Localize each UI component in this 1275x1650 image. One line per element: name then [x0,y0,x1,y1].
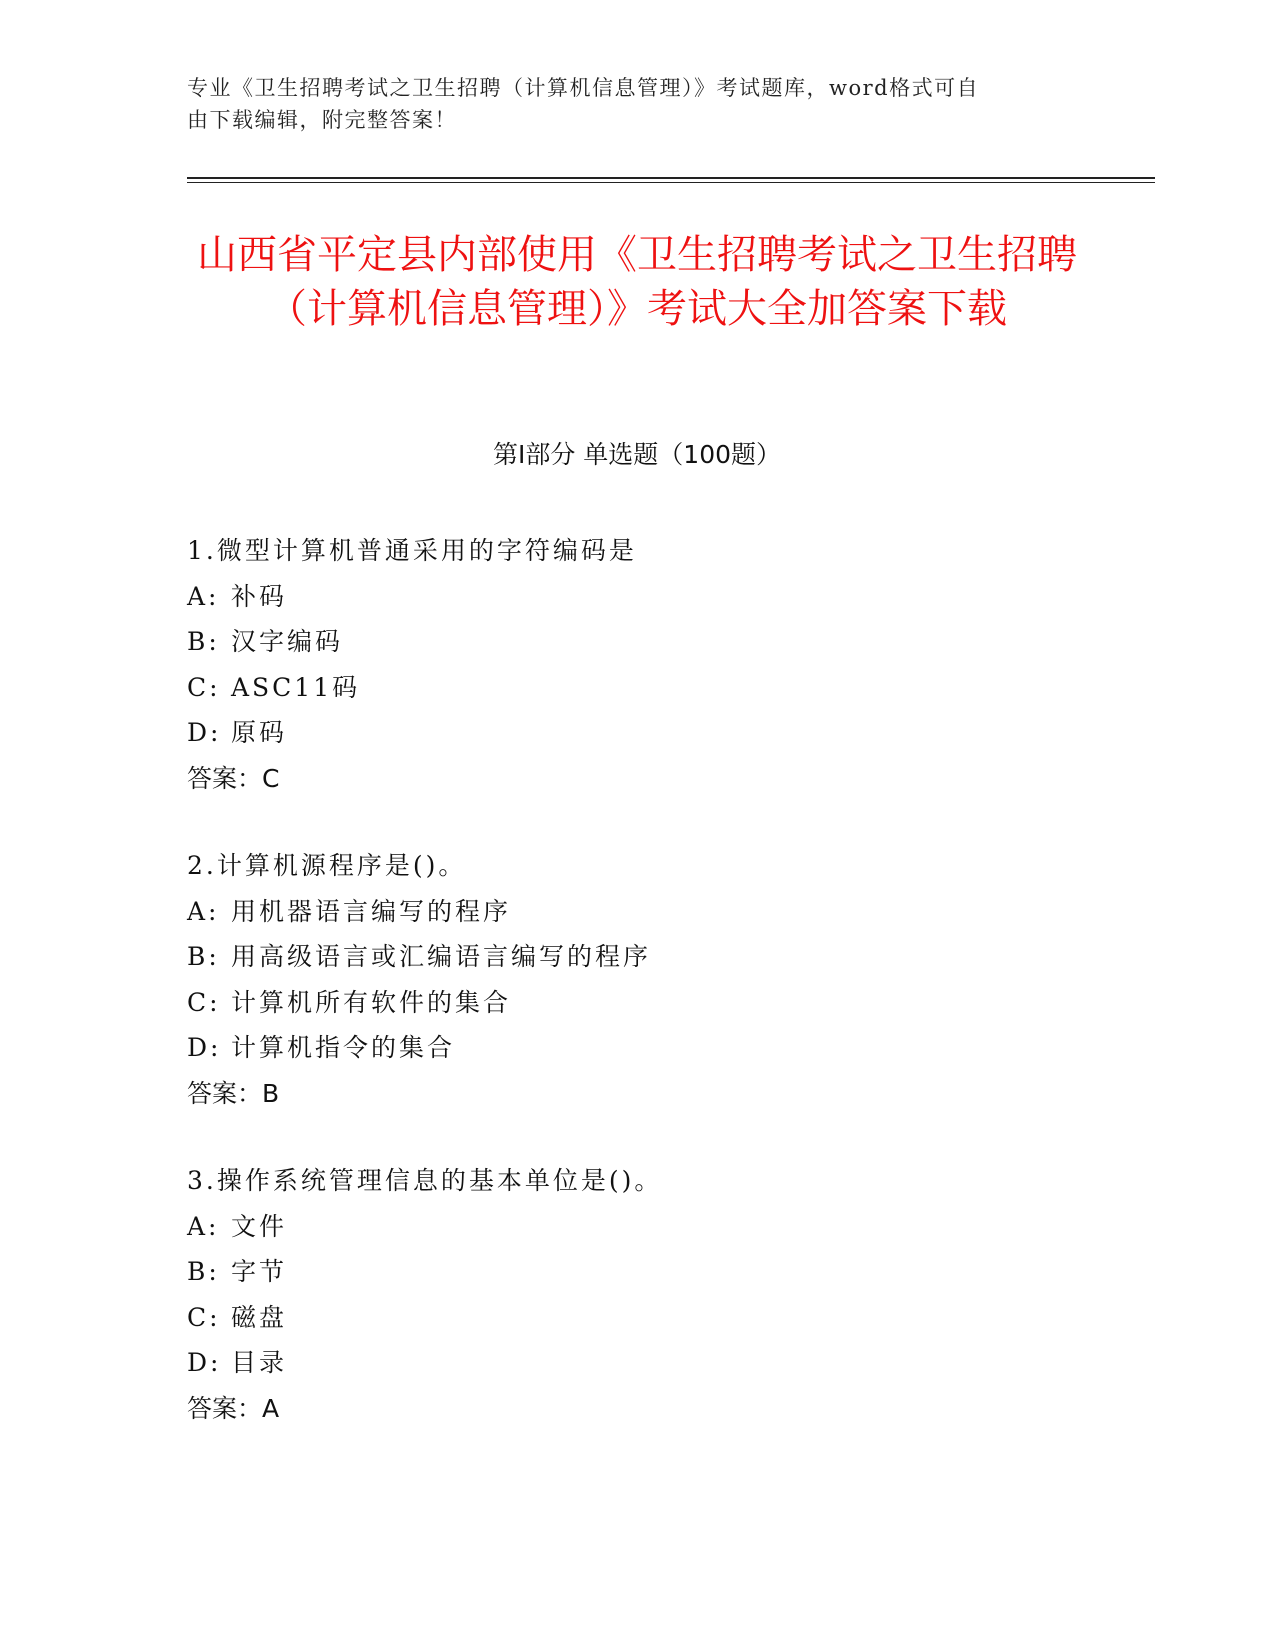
option-letter: C: [187,1302,221,1332]
question-item [187,528,1087,801]
option-b [187,1249,1087,1295]
question-stem: 1.微型计算机普通采用的字符编码是 [187,536,637,565]
header-note-line-2: 由下载编辑，附完整答案！ [187,108,457,132]
header-rule-thick [187,177,1155,179]
option-text: 字节 [231,1257,288,1286]
document-title: 山西省平定县内部使用《卫生招聘考试之卫生招聘（计算机信息管理）》考试大全加答案下载 [197,232,1077,332]
option-text: 计算机所有软件的集合 [231,987,512,1017]
option-letter: C: [187,987,221,1017]
option-letter: D: [187,718,222,747]
header-note [187,72,1067,136]
option-text: ASC11码 [231,672,361,702]
answer-line: 答案：B [187,1078,280,1108]
header-note-line-1: 专业《卫生招聘考试之卫生招聘（计算机信息管理）》考试题库，word格式可自 [187,76,980,100]
option-c [187,665,1087,711]
option-text: 目录 [231,1348,288,1377]
option-letter: B: [187,942,220,971]
option-text: 原码 [231,718,288,747]
question-list [187,528,1087,1473]
question-stem: 3.操作系统管理信息的基本单位是()。 [187,1166,663,1195]
option-a [187,889,1087,935]
question-item [187,843,1087,1116]
option-letter: D: [187,1348,222,1377]
option-d [187,710,1087,756]
option-text: 汉字编码 [231,627,344,656]
option-a [187,1204,1087,1250]
option-c [187,980,1087,1026]
question-item [187,1158,1087,1431]
answer-line: 答案：C [187,763,280,793]
option-d [187,1340,1087,1386]
option-text: 磁盘 [231,1302,288,1332]
option-letter: A: [187,896,220,926]
option-d [187,1025,1087,1071]
option-letter: B: [187,627,220,656]
option-b [187,934,1087,980]
option-letter: A: [187,581,220,611]
option-text: 用机器语言编写的程序 [231,896,512,926]
option-b [187,619,1087,665]
option-text: 用高级语言或汇编语言编写的程序 [231,942,652,971]
header-rule-thin [187,182,1155,183]
option-text: 补码 [231,581,288,611]
option-letter: B: [187,1257,220,1286]
question-stem: 2.计算机源程序是()。 [187,851,467,880]
option-letter: D: [187,1033,222,1062]
option-c [187,1295,1087,1341]
section-heading: 第Ⅰ部分 单选题（100题） [492,440,782,469]
option-letter: A: [187,1211,220,1241]
answer-line: 答案：A [187,1393,280,1423]
option-text: 计算机指令的集合 [231,1033,456,1062]
option-letter: C: [187,672,221,702]
option-text: 文件 [231,1211,288,1241]
option-a [187,574,1087,620]
